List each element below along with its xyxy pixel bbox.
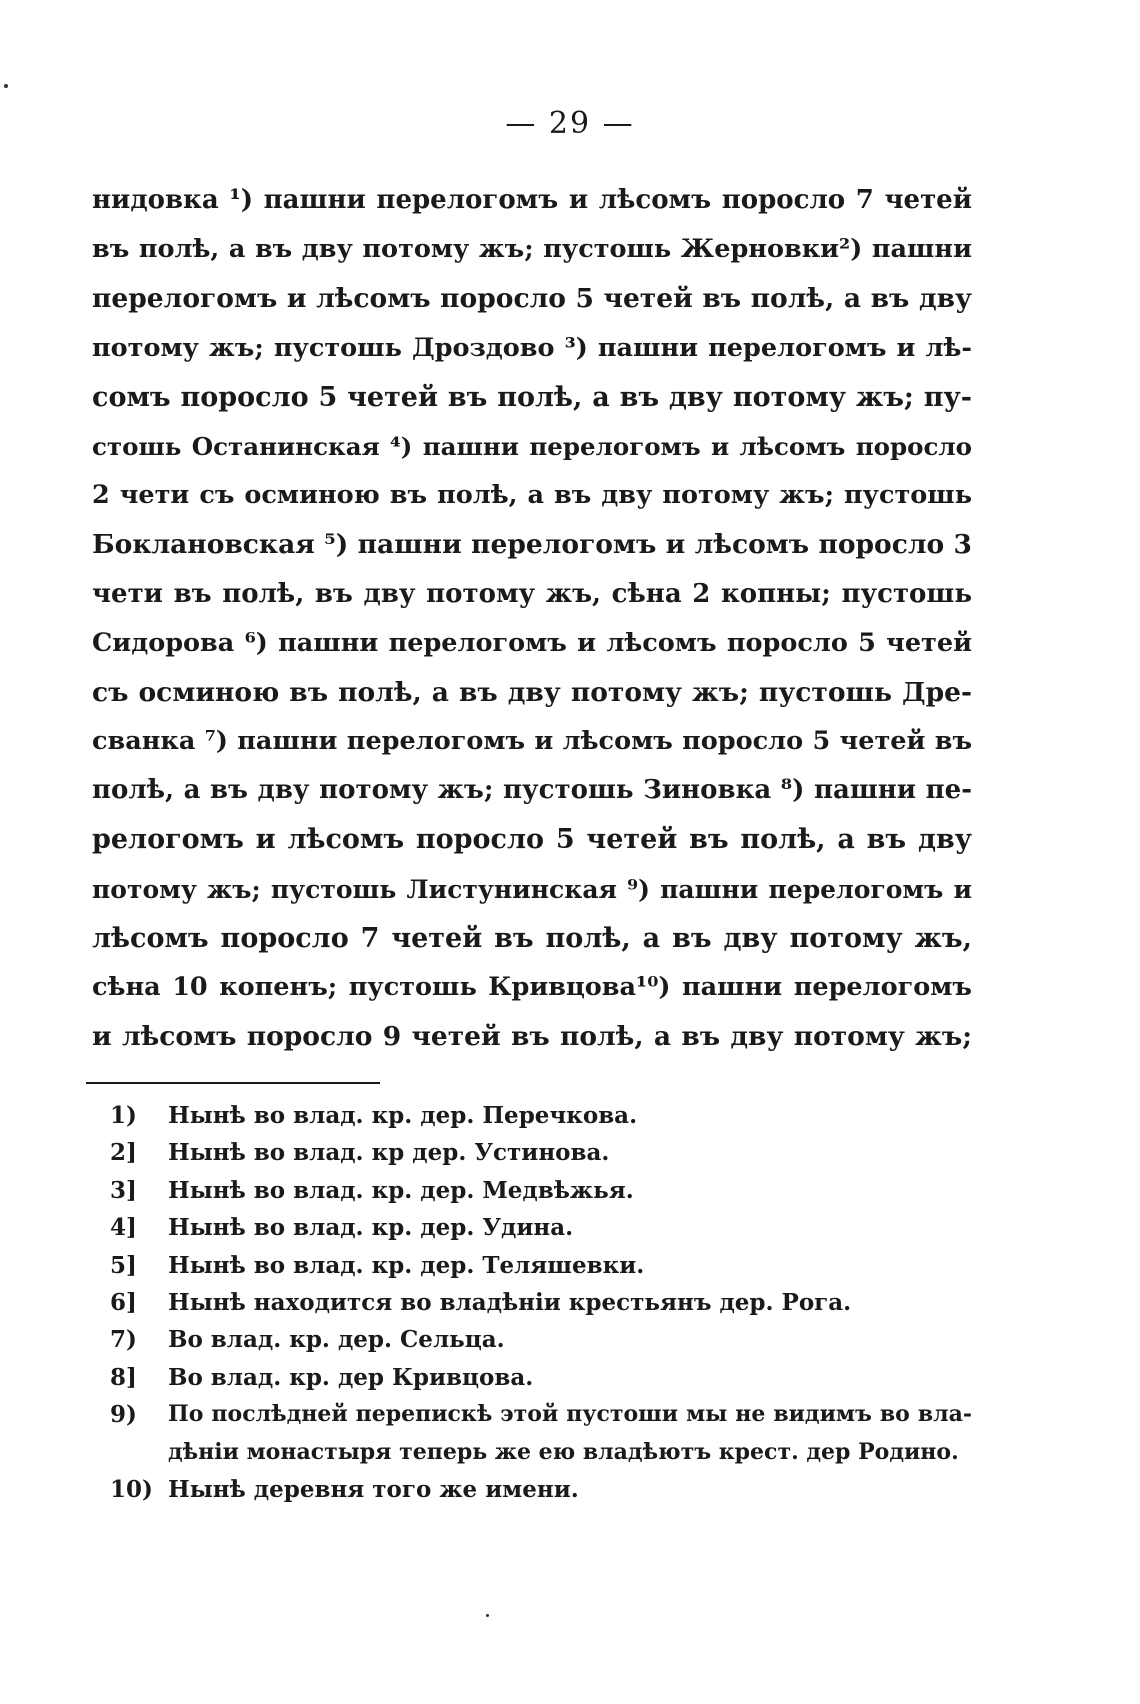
page-number: — 29 — bbox=[505, 106, 635, 141]
footnote bbox=[110, 1471, 972, 1508]
footnote-continuation bbox=[110, 1434, 972, 1471]
body-line: релогомъ и лѣсомъ поросло 5 четей въ полѣ, а въ дву bbox=[92, 824, 972, 856]
footnote-text: Нынѣ во влад. кр. дер. Медвѣжья. bbox=[168, 1176, 634, 1204]
body-line: сванка ⁷) пашни перелогомъ и лѣсомъ поросло 5 четей въ bbox=[92, 726, 972, 757]
body-line: Боклановская ⁵) пашни перелогомъ и лѣсомъ поросло 3 bbox=[92, 529, 972, 561]
footnote-text: Нынѣ во влад. кр. дер. Удина. bbox=[168, 1214, 574, 1242]
footnote-mark: 9) bbox=[110, 1401, 137, 1429]
body-line: потому жъ; пустошь Дроздово ³) пашни перелогомъ и лѣ- bbox=[92, 332, 972, 363]
body-line: стошь Останинская ⁴) пашни перелогомъ и лѣсомъ поросло bbox=[92, 431, 972, 461]
footnote-mark: 5] bbox=[110, 1251, 137, 1279]
footnote bbox=[110, 1134, 972, 1171]
footnote bbox=[110, 1284, 972, 1321]
body-line: сѣна 10 копенъ; пустошь Кривцова¹⁰) пашни перелогомъ bbox=[92, 972, 972, 1002]
footnote bbox=[110, 1396, 972, 1433]
scan-speck bbox=[4, 84, 8, 88]
scan-speck bbox=[486, 1614, 489, 1617]
body-line: Сидорова ⁶) пашни перелогомъ и лѣсомъ поросло 5 четей bbox=[92, 627, 972, 658]
body-line: 2 чети съ осминою въ полѣ, а въ дву потому жъ; пустошь bbox=[92, 480, 972, 511]
footnote-text: Нынѣ во влад. кр дер. Устинова. bbox=[168, 1139, 610, 1167]
footnote-text: дѣніи монастыря теперь же ею владѣютъ крест. дер Родино. bbox=[168, 1438, 959, 1465]
footnote-text: По послѣдней перепискѣ этой пустоши мы не видимъ во вла- bbox=[168, 1401, 972, 1428]
body-line: потому жъ; пустошь Листунинская ⁹) пашни перелогомъ и bbox=[92, 874, 972, 904]
footnote-mark: 8] bbox=[110, 1363, 137, 1391]
footnote bbox=[110, 1359, 972, 1396]
footnote-text: Нынѣ во влад. кр. дер. Теляшевки. bbox=[168, 1251, 645, 1279]
footnote bbox=[110, 1209, 972, 1246]
footnote-mark bbox=[110, 1434, 168, 1471]
footnote-mark: 6] bbox=[110, 1288, 137, 1316]
body-line: нидовка ¹) пашни перелогомъ и лѣсомъ поросло 7 четей bbox=[92, 185, 972, 215]
body-line: сомъ поросло 5 четей въ полѣ, а въ дву потому жъ; пу- bbox=[92, 381, 972, 413]
footnote-mark: 7) bbox=[110, 1326, 137, 1354]
body-text bbox=[92, 176, 972, 1061]
footnote-text: Нынѣ находится во владѣніи крестьянъ дер. Рога. bbox=[168, 1288, 852, 1316]
body-line: чети въ полѣ, въ дву потому жъ, сѣна 2 копны; пустошь bbox=[92, 578, 972, 609]
body-line: и лѣсомъ поросло 9 четей въ полѣ, а въ дву потому жъ; bbox=[92, 1021, 972, 1053]
body-line: перелогомъ и лѣсомъ поросло 5 четей въ полѣ, а въ дву bbox=[92, 283, 972, 315]
body-line: лѣсомъ поросло 7 четей въ полѣ, а въ дву потому жъ, bbox=[92, 922, 972, 954]
footnote-text: Нынѣ деревня того же имени. bbox=[168, 1475, 579, 1503]
footnote-text: Нынѣ во влад. кр. дер. Перечкова. bbox=[168, 1102, 638, 1129]
footnote bbox=[110, 1097, 972, 1134]
footnote-mark: 2] bbox=[110, 1139, 137, 1167]
footnote bbox=[110, 1247, 972, 1284]
footnotes bbox=[110, 1097, 972, 1508]
footnote-text: Во влад. кр. дер Кривцова. bbox=[168, 1363, 534, 1391]
body-line: въ полѣ, а въ дву потому жъ; пустошь Жерновки²) пашни bbox=[92, 234, 972, 265]
footnote-mark: 4] bbox=[110, 1214, 137, 1242]
footnote bbox=[110, 1321, 972, 1358]
footnote-mark: 10) bbox=[110, 1475, 153, 1503]
footnote-mark: 3] bbox=[110, 1176, 137, 1204]
footnote-mark: 1) bbox=[110, 1102, 137, 1129]
footnote-text: Во влад. кр. дер. Сельца. bbox=[168, 1326, 505, 1354]
body-line: съ осминою въ полѣ, а въ дву потому жъ; пустошь Дре- bbox=[92, 676, 972, 708]
body-line: полѣ, а въ дву потому жъ; пустошь Зиновка ⁸) пашни пе- bbox=[92, 775, 972, 806]
footnote-divider bbox=[86, 1082, 380, 1084]
footnote bbox=[110, 1172, 972, 1209]
